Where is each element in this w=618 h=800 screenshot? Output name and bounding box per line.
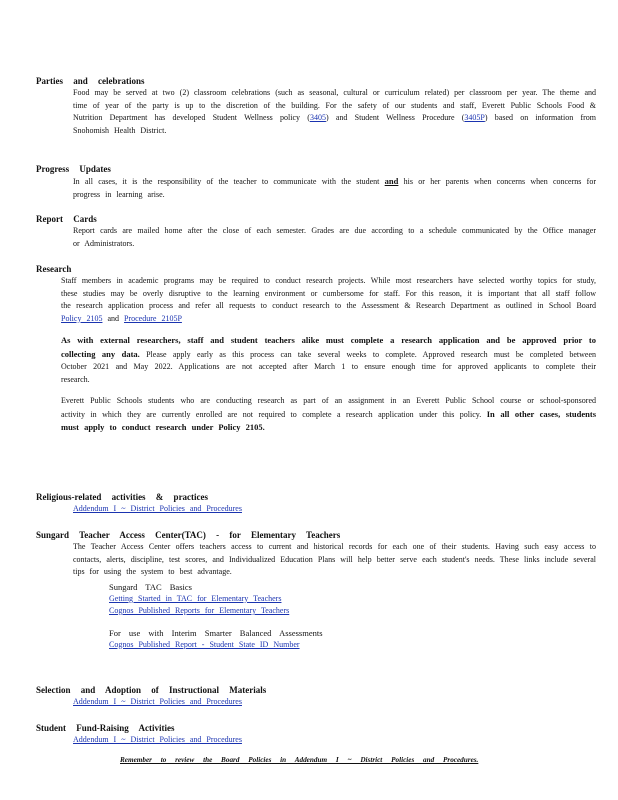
footer-reminder: Remember to review the Board Policies in Addendum I ~ District Policies and Procedures. — [120, 756, 479, 764]
section-heading-parties: Parties and celebrations — [36, 76, 145, 86]
section-heading-research: Research — [36, 264, 72, 274]
section-heading-religious: Religious-related activities & practices — [36, 492, 209, 502]
section-selection — [36, 685, 596, 709]
link-policy-2105[interactable]: Policy 2105 — [61, 313, 103, 323]
section-heading-sungard: Sungard Teacher Access Center(TAC) - for Elementary Teachers — [36, 530, 341, 540]
tac-basics-title: Sungard TAC Basics — [109, 581, 192, 592]
paragraph-research-1: Staff members in academic programs may be required to conduct research projects. While most researchers have selected worthy topics for study, these studies may be overly disruptive to the learning environment or cumbersome for staff. For this reason, it is important that all staff follow the research application process and refer all requests to conduct research to the Assessment & Research Department as outlined in School Board Policy 2105 and Procedure 2105P — [61, 276, 596, 323]
link-row-religious — [73, 503, 596, 516]
paragraph-research-3: Everett Public Schools students who are conducting research as part of an assignment in an Everett Public School course or school-sponsored activity in which they are currently enrolled are not required to complete a research application under this policy. In all other cases, students must apply to conduct research under Policy 2105. — [61, 396, 597, 432]
link-cognos-state-id[interactable]: Cognos Published Report - Student State ID Number — [109, 639, 300, 649]
section-heading-selection: Selection and Adoption of Instructional Materials — [36, 685, 267, 695]
link-row-selection — [73, 696, 596, 709]
section-fundraising — [36, 723, 596, 747]
paragraph-sungard: The Teacher Access Center offers teachers access to current and historical records for each one of their students. Having such easy access to contacts, alerts, discipline, test scores, and Individualized Education Plans will help better serve each student's needs. These links include several tips for using the system to best advantage. — [73, 542, 596, 576]
section-heading-fundraising: Student Fund-Raising Activities — [36, 723, 175, 733]
paragraph-parties: Food may be served at two (2) classroom celebrations (such as seasonal, cultural or curriculum related) per classroom per year. The theme and time of year of the party is up to the discretion of the building. For the safety of our students and staff, Everett Public Schools Food & Nutrition Department has developed Student Wellness policy (3405) and Student Wellness Procedure (3405P) based on information from Snohomish Health District. — [73, 88, 597, 135]
link-procedure-2105p[interactable]: Procedure 2105P — [124, 313, 182, 323]
link-row-fundraising — [73, 734, 596, 747]
link-3405p[interactable]: 3405P — [464, 113, 485, 122]
paragraph-progress: In all cases, it is the responsibility of the teacher to communicate with the student and his or her parents when concerns when concerns for progress in learning arise. — [73, 176, 596, 199]
section-parties — [36, 76, 596, 137]
link-addendum-fundraising[interactable]: Addendum I ~ District Policies and Procedures — [73, 735, 242, 744]
emphasis-and: and — [384, 176, 399, 186]
paragraph-report: Report cards are mailed home after the close of each semester. Grades are due according to a schedule communicated by the Office manager or Administrators. — [73, 226, 596, 248]
section-heading-report: Report Cards — [36, 214, 97, 224]
interim-title: For use with Interim Smarter Balanced Assessments — [109, 627, 323, 638]
link-getting-started-tac[interactable]: Getting Started in TAC for Elementary Teachers — [109, 593, 282, 603]
tac-basics-block — [109, 581, 596, 652]
link-cognos-reports[interactable]: Cognos Published Reports for Elementary Teachers — [109, 606, 290, 615]
section-research — [36, 264, 596, 435]
section-heading-progress: Progress Updates — [36, 164, 111, 174]
section-report-cards — [36, 214, 596, 250]
paragraph-research-2: As with external researchers, staff and student teachers alike must complete a research application and be approved prior to collecting any data. Please apply early as this process can take several weeks to complete. Approved research must be completed between October 2021 and May 2022. Applications are not accepted after March 1 to ensure enough time for approved applicants to complete their research. — [61, 335, 596, 384]
section-sungard — [36, 530, 596, 651]
section-religious — [36, 492, 596, 516]
link-addendum-religious[interactable]: Addendum I ~ District Policies and Procedures — [73, 504, 242, 513]
link-3405[interactable]: 3405 — [309, 113, 326, 122]
section-progress — [36, 164, 596, 201]
link-addendum-selection[interactable]: Addendum I ~ District Policies and Procedures — [73, 697, 242, 706]
